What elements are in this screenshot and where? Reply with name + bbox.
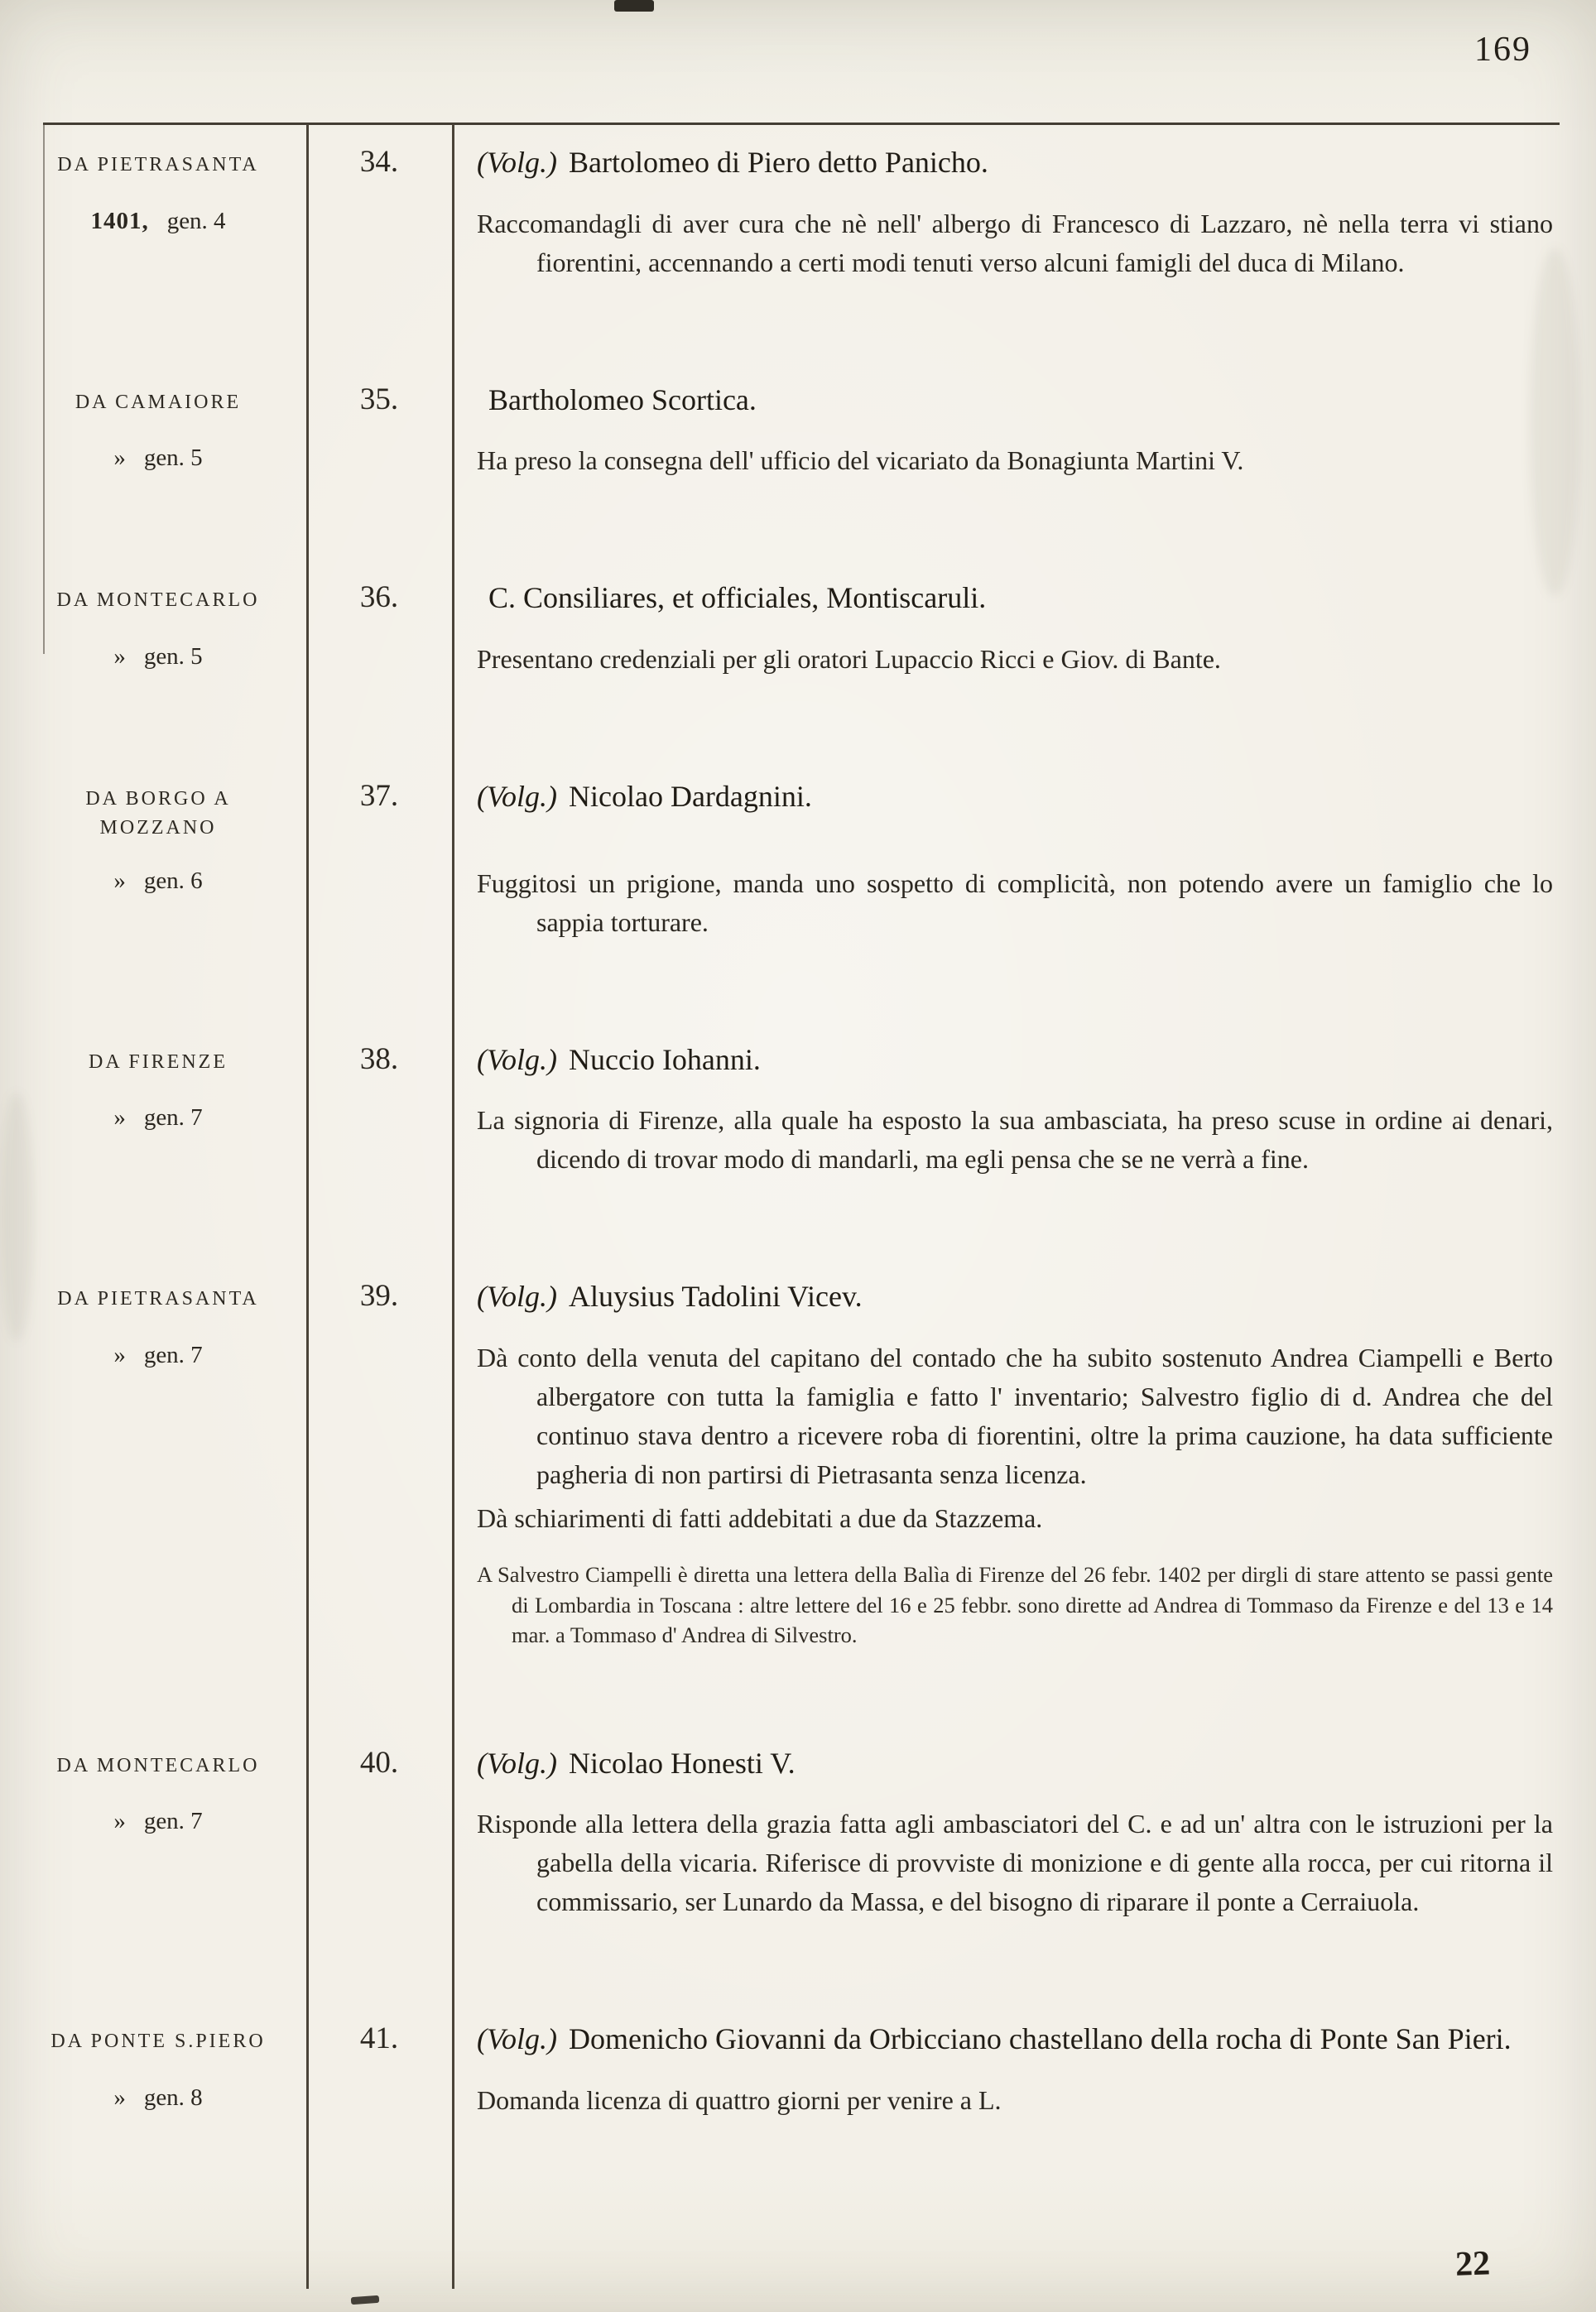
entry-title: Aluysius Tadolini Vicev. (568, 1280, 863, 1314)
entry-place: DA BORGO A MOZZANO (85, 787, 231, 839)
entry-date-mark: » (113, 642, 126, 670)
entry-date-mark: » (113, 445, 126, 472)
entry-date (0, 1805, 306, 1835)
entry-number: 40. (359, 1745, 399, 1780)
entry-number: 34. (359, 145, 399, 179)
entry-heading (452, 1743, 1596, 1784)
entry-body (452, 204, 1596, 287)
entry-date-text: gen. 7 (143, 1104, 203, 1132)
entry-body (452, 2081, 1596, 2125)
entry-number: 35. (359, 382, 399, 416)
entry-date-text: gen. 7 (143, 1341, 203, 1368)
entry-date-text: gen. 5 (143, 642, 203, 670)
entry-body (452, 441, 1596, 485)
table-top-rule (43, 123, 1560, 125)
entry-date-mark: » (113, 867, 126, 894)
entry-title: Nicolao Dardagnini. (568, 779, 812, 813)
entry-date (0, 1101, 306, 1132)
entry-date-mark: » (113, 1808, 126, 1835)
register-entry-34 (0, 142, 1596, 287)
entry-date-mark: » (113, 2084, 126, 2111)
scan-artifact (614, 0, 654, 12)
entry-date (0, 2081, 306, 2112)
entry-language-tag: (Volg.) (477, 1746, 557, 1780)
entry-language-tag: (Volg.) (477, 2022, 557, 2056)
entry-date-text: gen. 8 (143, 2084, 203, 2111)
entry-body (452, 1339, 1596, 1651)
entry-paragraph: Presentano credenziali per gli oratori Lupaccio Ricci e Giov. di Bante. (477, 643, 1221, 674)
register-entry-35 (0, 380, 1596, 486)
entry-language-tag: (Volg.) (477, 146, 557, 179)
entry-place: DA FIRENZE (89, 1050, 228, 1073)
entry-number: 37. (359, 778, 399, 813)
entry-place: DA PONTE S.PIERO (50, 2031, 266, 2053)
entry-number: 41. (359, 2021, 399, 2056)
entry-body (452, 1101, 1596, 1184)
entry-paragraph: Raccomandagli di aver cura che nè nell' albergo di Francesco di Lazzaro, nè nella terra vi stiano fiorentini, accennando a certi modi tenuti verso alcuni famigli del duca di Milano. (477, 208, 1553, 277)
entry-date (0, 864, 306, 895)
entry-title: Bartolomeo di Piero detto Panicho. (568, 146, 988, 179)
entry-paragraph: Ha preso la consegna dell' ufficio del vicariato da Bonagiunta Martini V. (477, 445, 1244, 476)
entry-date-text: gen. 6 (143, 867, 203, 894)
entry-footnote: A Salvestro Ciampelli è diretta una lettera della Balìa di Firenze del 26 febr. 1402 per dirgli di stare attento se passi gente di Lombardia in Toscana : altre lettere del 16 e 25 febbr. sono dirette ad Andrea di Tommaso da Firenze e del 13 e 14 mar. a Tommaso d' Andrea di Silvestro. (477, 1561, 1553, 1648)
entry-paragraph: Dà conto della venuta del capitano del contado che ha subito sostenuto Andrea Ciampelli e Berto albergatore con tutta la famiglia e fatto l' inventario; Salvestro figlio di d. Andrea che del continuo stava dentro a ricevere roba di fiorentini, oltre la prima cauzione, ha data sufficiente pagheria di non partirsi di Pietrasanta senza licenza. (477, 1342, 1553, 1489)
entry-date-text: gen. 4 (166, 207, 226, 234)
entry-date (0, 640, 306, 671)
entry-heading (452, 142, 1596, 183)
entry-heading (452, 1276, 1596, 1317)
entry-heading (452, 1040, 1596, 1080)
entry-date-mark: » (113, 1341, 126, 1368)
entry-number: 39. (359, 1279, 399, 1314)
register-entry-41 (0, 2019, 1596, 2125)
entry-language-tag: (Volg.) (477, 1280, 557, 1314)
entry-body (452, 1805, 1596, 1926)
entry-title: Nicolao Honesti V. (568, 1746, 796, 1780)
register-entry-39 (0, 1276, 1596, 1650)
entry-paragraph: Fuggitosi un prigione, manda uno sospetto di complicità, non potendo avere un famiglio che lo sappia torturare. (477, 868, 1553, 937)
entry-heading (452, 578, 1596, 618)
register-entry-38 (0, 1040, 1596, 1185)
entry-place: DA PIETRASANTA (57, 154, 259, 175)
entry-language-tag: (Volg.) (477, 779, 557, 813)
entry-date (0, 204, 306, 235)
entry-body (452, 864, 1596, 947)
register-entry-40 (0, 1743, 1596, 1927)
entry-date-text: gen. 5 (143, 445, 203, 472)
entry-date (0, 1339, 306, 1369)
page-number: 169 (1474, 31, 1531, 69)
entry-paragraph: Domanda licenza di quattro giorni per venire a L. (477, 2084, 1002, 2115)
entry-date-mark: 1401, (90, 207, 149, 234)
entry-number: 38. (359, 1041, 399, 1076)
entry-language-tag: (Volg.) (477, 1042, 557, 1076)
entry-title: C. Consiliares, et officiales, Montiscaruli. (488, 581, 987, 615)
entry-date-mark: » (113, 1104, 126, 1132)
entry-place: DA MONTECARLO (56, 1754, 260, 1776)
scan-artifact (351, 2295, 380, 2305)
entry-paragraph: Risponde alla lettera della grazia fatta agli ambasciatori del C. e ad un' altra con le istruzioni per la gabella della vicaria. Riferisce di provviste di monizione e di gente alla rocca, per cui ritorna il commissario, ser Lunardo da Massa, e del bisogno di riparare il ponte a Cerraiuola. (477, 1809, 1553, 1917)
entry-place: DA PIETRASANTA (57, 1288, 259, 1310)
entry-date-text: gen. 7 (143, 1808, 203, 1835)
entry-place: DA MONTECARLO (56, 589, 260, 612)
entry-title: Bartholomeo Scortica. (488, 382, 757, 416)
entry-title: Domenicho Giovanni da Orbicciano chastellano della rocha di Ponte San Pieri. (568, 2022, 1512, 2056)
entry-place: DA CAMAIORE (75, 391, 242, 413)
entry-heading (452, 776, 1596, 817)
entry-paragraph: Dà schiarimenti di fatti addebitati a due da Stazzema. (477, 1502, 1043, 1533)
entry-heading (452, 2019, 1596, 2060)
register-entry-36 (0, 578, 1596, 684)
gathering-signature: 22 (1454, 2244, 1491, 2284)
entry-number: 36. (359, 580, 399, 615)
register-entry-37 (0, 776, 1596, 947)
register-table (0, 142, 1596, 2125)
entry-title: Nuccio Iohanni. (568, 1042, 761, 1076)
entry-date (0, 441, 306, 472)
entry-body (452, 640, 1596, 684)
entry-heading (452, 380, 1596, 421)
entry-paragraph: La signoria di Firenze, alla quale ha esposto la sua ambasciata, ha preso scuse in ordine ai denari, dicendo di trovar modo di mandarli, ma egli pensa che se ne verrà a fine. (477, 1105, 1553, 1175)
